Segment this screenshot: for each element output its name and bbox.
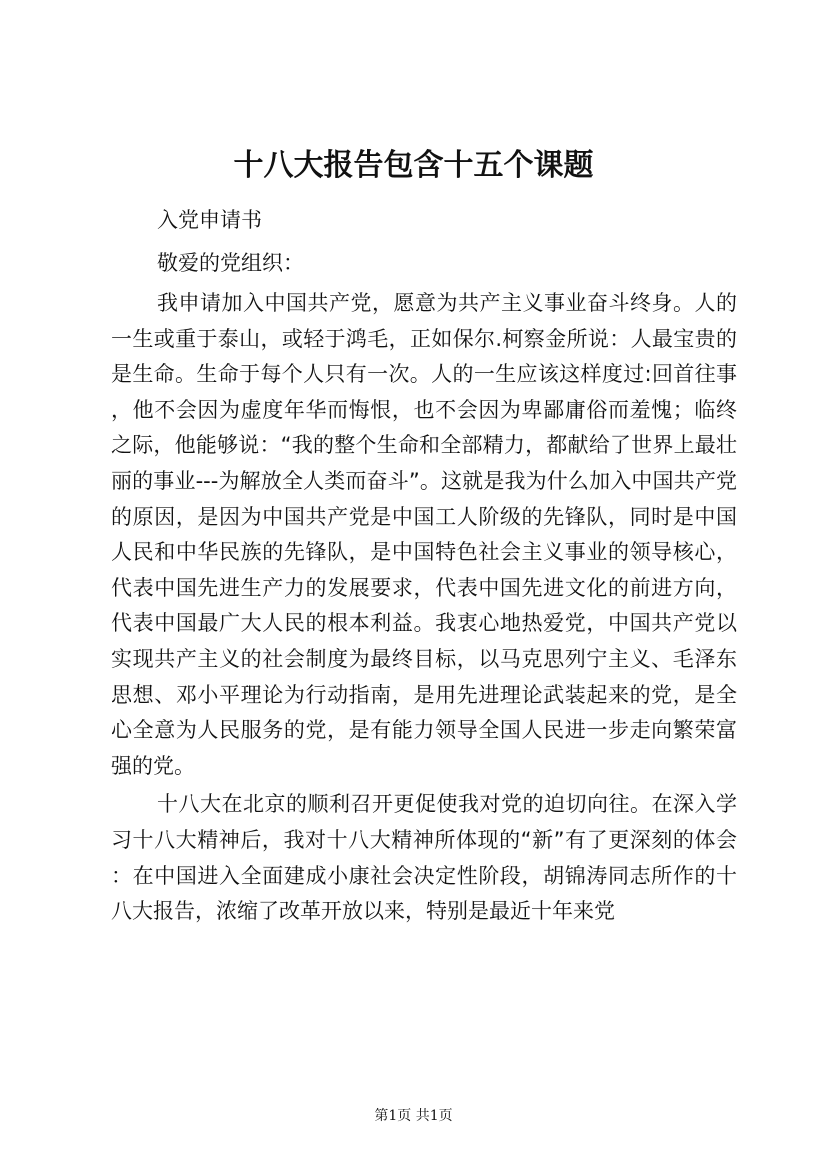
page-footer: 第1页 共1页 (374, 1108, 453, 1124)
document-title: 十八大报告包含十五个课题 (233, 148, 594, 183)
document-body (111, 200, 737, 930)
paragraph-body-2: 十八大在北京的顺利召开更促使我对党的迫切向往。在深入学习十八大精神后，我对十八大精神所体现的“新”有了更深刻的体会：在中国进入全面建成小康社会决定性阶段，胡锦涛同志所作的十八大报告，浓缩了改革开放以来，特别是最近十年来党 (111, 792, 737, 924)
paragraph-heading: 入党申请书 (157, 208, 262, 232)
paragraph-body-1: 我申请加入中国共产党，愿意为共产主义事业奋斗终身。人的一生或重于泰山，或轻于鸿毛，正如保尔.柯察金所说：人最宝贵的是生命。生命于每个人只有一次。人的一生应该这样度过:回首往事，他不会因为虚度年华而悔恨，也不会因为卑鄙庸俗而羞愧；临终之际，他能够说：“我的整个生命和全部精力，都献给了世界上最壮丽的事业---为解放全人类而奋斗”。这就是我为什么加入中国共产党的原因，是因为中国共产党是中国工人阶级的先锋队，同时是中国人民和中华民族的先锋队，是中国特色社会主义事业的领导核心，代表中国先进生产力的发展要求，代表中国先进文化的前进方向，代表中国最广大人民的根本利益。我衷心地热爱党，中国共产党以实现共产主义的社会制度为最终目标，以马克思列宁主义、毛泽东思想、邓小平理论为行动指南，是用先进理论武装起来的党，是全心全意为人民服务的党，是有能力领导全国人民进一步走向繁荣富强的党。 (111, 291, 737, 778)
paragraph-salutation: 敬爱的党组织： (157, 251, 304, 275)
